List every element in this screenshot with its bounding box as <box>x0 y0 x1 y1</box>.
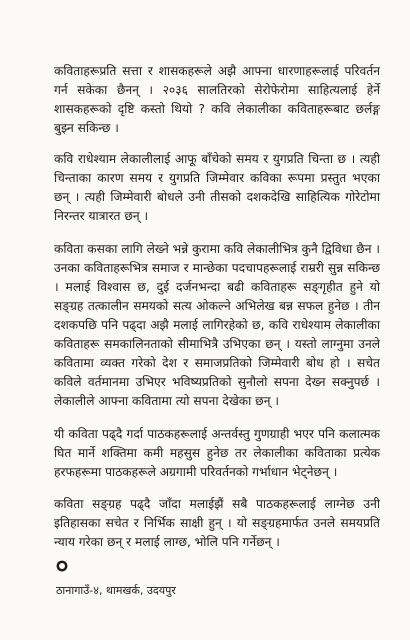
paragraph-3: कविता कसका लागि लेख्ने भन्ने कुरामा कवि लेकालीभित्र कुनै द्विविधा छैन । उनका कविताहरूभित्र समाज र मान्छेका पदचापहरूलाई राम्ररी सुन्न सकिन्छ । मलाई विश्वास छ, दुई दर्जनभन्दा बढी कविताहरू सङ्गृहीत हुने यो सङ्ग्रह तत्कालीन समयको सत्य ओकल्ने अभिलेख बन्न सफल हुनेछ । तीन दशकपछि पनि पढ्दा अझै मलाई लागिरहेको छ, कवि राधेश्याम लेकालीका कविताहरू समकालिनताको सीमाभित्रै उभिएका छन् । यस्तो लाग्नुमा उनले कवितामा व्यक्त गरेको देश र समाजप्रतिको जिम्मेवारी बोध हो । सचेत कविले वर्तमानमा उभिएर भविष्यप्रतिको सुनौलो सपना देख्न सक्नुपर्छ । लेकालीले आफ्ना कवितामा त्यो सपना देखेका छन् । <box>54 242 381 408</box>
document-body <box>54 62 380 566</box>
paragraph-4: यी कविता पढ्दै गर्दा पाठकहरूलाई अन्तर्वस्तु गुणग्राही भएर पनि कलात्मक घित मार्ने शक्तिमा कमी महसुस हुनेछ तर लेकालीका कविताका प्रत्येक हरफहरूमा पाठकहरूले अग्रगामी परिवर्तनको गर्भाधान भेट्नेछन् । <box>54 427 380 479</box>
ring-ornament-icon <box>56 560 68 572</box>
paragraph-5: कविता सङ्ग्रह पढ्दै जाँदा मलाईझैं सबै पाठकहरूलाई लाग्नेछ उनी इतिहासका सचेत र निर्भिक साक्षी हुन् । यो सङ्ग्रहमार्फत उनले समयप्रति न्याय गरेका छन् र मलाई लाग्छ, भोलि पनि गर्नेछन् । <box>54 497 380 549</box>
paragraph-2: कवि राधेश्याम लेकालीलाई आफू बाँचेको समय र युगप्रति चिन्ता छ । त्यही चिन्ताका कारण समय र युगप्रति जिम्मेवार कविका रूपमा प्रस्तुत भएका छन् । त्यही जिम्मेवारी बोधले उनी तीसको दशकदेखि साहित्यिक गोरेटोमा निरन्तर यात्रारत छन् । <box>54 152 380 223</box>
paragraph-1: कविताहरूप्रति सत्ता र शासकहरूले अझै आफ्ना धारणाहरूलाई परिवर्तन गर्न सकेका छैनन् । २०३६ सालतिरको सेरोफेरोमा साहित्यलाई हेर्ने शासकहरूको दृष्टि कस्तो थियो ? कवि लेकालीका कविताहरूबाट छर्लङ्ग बुझ्न सकिन्छ । <box>54 64 380 135</box>
author-address: ठानागाउँ-४, थामखर्क, उदयपुर <box>56 584 176 597</box>
